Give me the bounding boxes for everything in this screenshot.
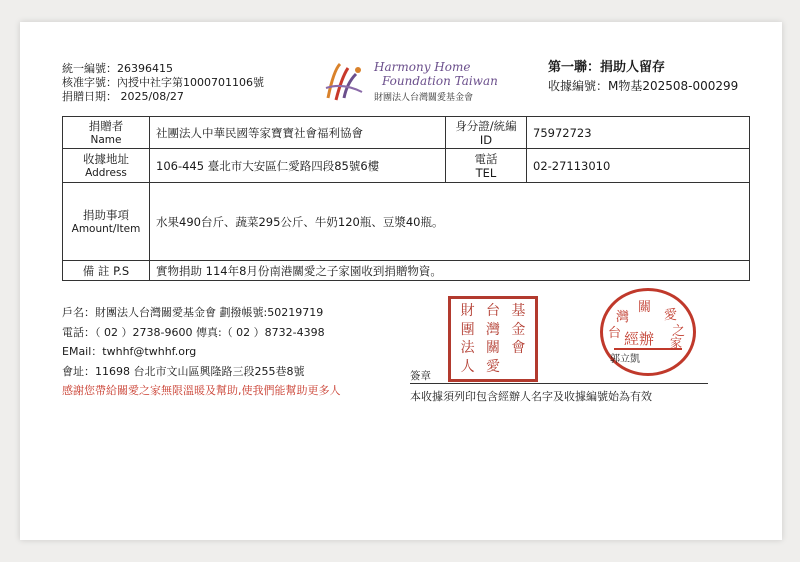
item-label-zh: 捐助事項 — [83, 207, 129, 222]
donor-row — [63, 117, 750, 149]
handler-seal-char: 之 — [672, 324, 686, 339]
remark-label: 備 註 P.S — [63, 261, 150, 281]
donation-date: 捐贈日期： 2025/08/27 — [62, 90, 184, 103]
organization-seal-chars — [455, 302, 531, 376]
id-label-zh: 身分證/統編 — [455, 118, 517, 133]
item-row — [63, 183, 750, 261]
seal-char: 人 — [460, 358, 475, 375]
handler-seal-char: 灣 — [616, 310, 630, 325]
donor-label-en: Name — [90, 133, 122, 146]
validity-note: 本收據須列印包含經辦人名字及收據編號始為有效 — [410, 390, 652, 403]
address-label — [63, 149, 150, 183]
seal-char: 愛 — [485, 358, 500, 375]
email: EMail：twhhf@twhhf.org — [62, 345, 197, 358]
tel-label — [446, 149, 527, 183]
tel-label-zh: 電話 — [474, 151, 498, 166]
donor-label-zh: 捐贈者 — [88, 118, 124, 133]
address-value: 106-445 臺北市大安區仁愛路四段85號6樓 — [150, 149, 446, 183]
id-label — [446, 117, 527, 149]
seal-char: 台 — [485, 303, 500, 319]
remark-row — [63, 261, 750, 281]
logo-name-zh: 財團法人台灣關愛基金會 — [374, 93, 474, 103]
copy-info — [548, 58, 738, 96]
organization-seal — [448, 296, 538, 382]
address-label-en: Address — [85, 166, 127, 179]
handler-seal-char: 家 — [670, 336, 683, 350]
header-info — [62, 62, 264, 104]
phone-fax: 電話：（ 02 ）2738-9600 傳真:（ 02 ）8732-4398 — [62, 325, 325, 339]
handler-seal-char: 台 — [608, 326, 622, 341]
seal-char: 關 — [485, 340, 500, 356]
seal-char: 法 — [460, 340, 475, 356]
item-value: 水果490台斤、蔬菜295公斤、牛奶120瓶、豆漿40瓶。 — [150, 183, 750, 261]
foundation-logo — [322, 58, 498, 108]
id-value: 75972723 — [527, 117, 750, 149]
logo-name-line2: Foundation Taiwan — [382, 74, 498, 88]
signature-label: 簽章 — [410, 370, 431, 382]
foundation-address: 會址：11698 台北市文山區興隆路三段255巷8號 — [62, 364, 305, 378]
harmony-home-logo-icon — [322, 58, 370, 106]
handler-seal-title: 經辦 — [624, 330, 655, 348]
logo-name-line1: Harmony Home — [374, 60, 471, 74]
receipt-number: 收據編號：M物基202508-000299 — [548, 79, 739, 93]
address-label-zh: 收據地址 — [83, 151, 129, 166]
foundation-contact — [62, 303, 341, 401]
seal-char: 金 — [511, 321, 526, 338]
signature-line — [410, 383, 708, 384]
handler-name: 郭立凱 — [610, 354, 640, 365]
seal-char — [506, 358, 531, 377]
seal-char: 基 — [511, 303, 526, 319]
remark-value: 實物捐助 114年8月份南港關愛之子家園收到捐贈物資。 — [150, 261, 750, 281]
unified-number: 統一編號：26396415 — [62, 62, 173, 75]
item-label-en: Amount/Item — [71, 222, 141, 235]
handler-seal-char: 關 — [638, 300, 652, 315]
seal-char: 灣 — [485, 321, 500, 338]
copy-title: 第一聯：捐助人留存 — [548, 60, 666, 75]
tel-label-en: TEL — [475, 165, 497, 180]
address-row — [63, 149, 750, 183]
approval-number: 核准字號：內授中社字第1000701106號 — [62, 76, 264, 89]
receipt-form-table — [62, 116, 750, 281]
seal-char: 團 — [460, 321, 475, 338]
account-info: 戶名：財團法人台灣關愛基金會 劃撥帳號:50219719 — [62, 306, 324, 319]
seal-char: 財 — [460, 303, 475, 319]
id-label-en: ID — [479, 132, 493, 147]
handler-seal-char: 愛 — [664, 308, 678, 323]
thank-you-slogan: 感謝您帶給關愛之家無限溫暖及幫助,使我們能幫助更多人 — [62, 384, 341, 397]
seal-char: 會 — [511, 340, 526, 356]
tel-value: 02-27113010 — [527, 149, 750, 183]
item-label — [63, 183, 150, 261]
donor-label — [63, 117, 150, 149]
donor-value: 社團法人中華民國等家寶寶社會福利協會 — [150, 117, 446, 149]
